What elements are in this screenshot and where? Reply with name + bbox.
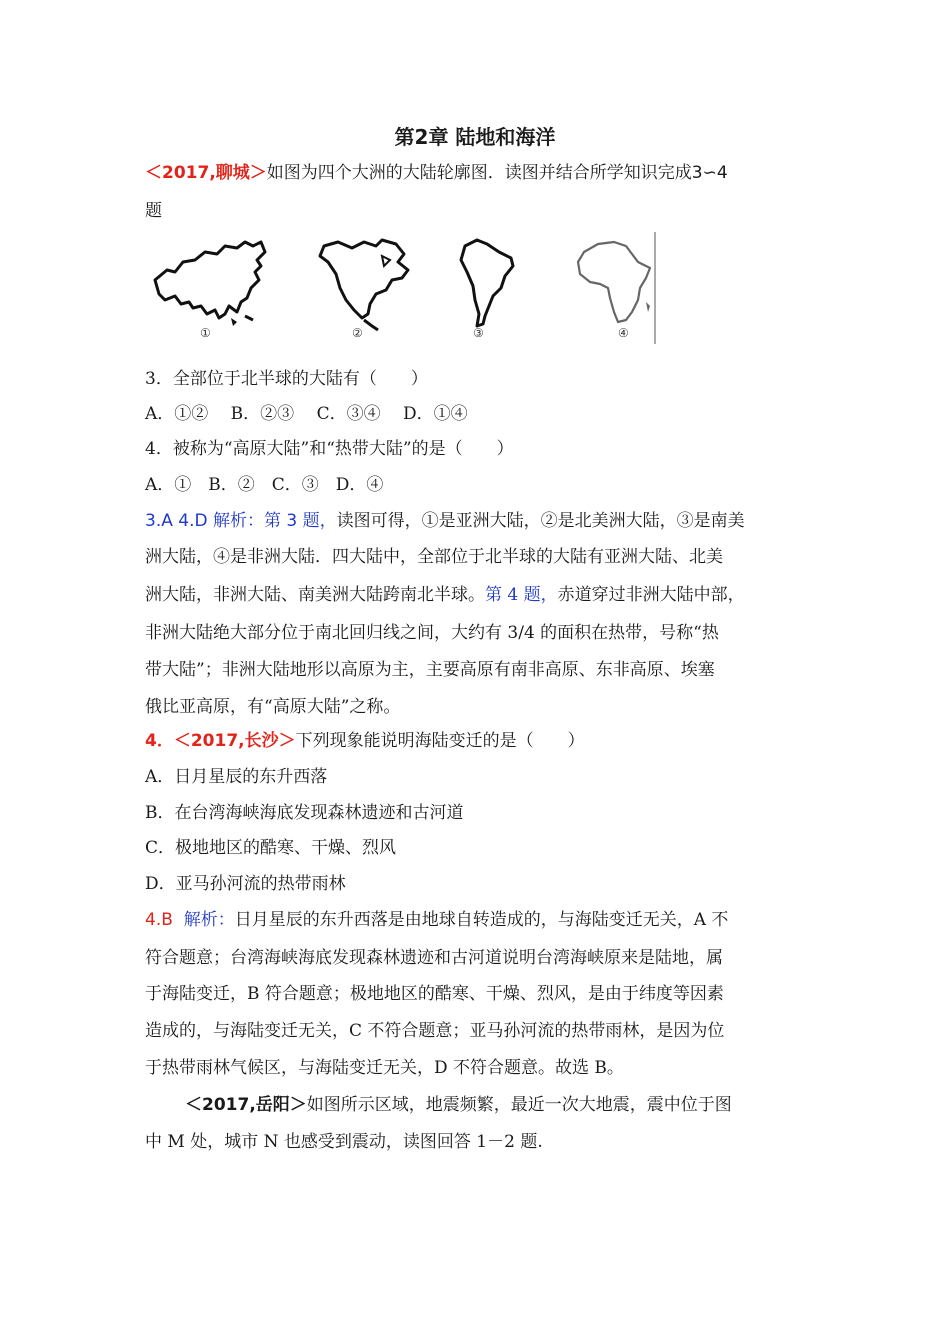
answer-1-line-2: 洲大陆，④是非洲大陆．四大陆中，全部位于北半球的大陆有亚洲大陆、北美	[145, 547, 723, 567]
south-america-outline-image	[455, 232, 520, 344]
africa-outline-image	[570, 232, 660, 344]
answer-1-line-4: 非洲大陆绝大部分位于南北回归线之间，大约有 3/4 的面积在热带，号称“热	[145, 623, 719, 643]
answer-2-line-5: 于热带雨林气候区，与海陆变迁无关，D 不符合题意。故选 B。	[145, 1058, 624, 1078]
answer-2-line-3: 于海陆变迁，B 符合题意；极地地区的酷寒、干燥、烈风，是由于纬度等因素	[145, 984, 724, 1004]
answer-1-line-5: 带大陆”；非洲大陆地形以高原为主，主要高原有南非高原、东非高原、埃塞	[145, 660, 715, 680]
question-3-stem: 3．全部位于北半球的大陆有（ ）	[145, 369, 428, 389]
intro-2-line-2: 中 M 处，城市 N 也感受到震动，读图回答 1－2 题.	[145, 1132, 543, 1152]
question-number: 4．	[145, 731, 174, 751]
source-tag: ＜2017,岳阳＞	[185, 1095, 307, 1115]
question-4-stem: 4．被称为“高原大陆”和“热带大陆”的是（ ）	[145, 439, 514, 459]
answer-1-line-3: 洲大陆，非洲大陆、南美洲大陆跨南北半球。第 4 题，赤道穿过非洲大陆中部，	[145, 585, 745, 605]
option-b: B．在台湾海峡海底发现森林遗迹和古河道	[145, 803, 464, 823]
intro-2-line-1: ＜2017,岳阳＞如图所示区域，地震频繁，最近一次大地震，震中位于图	[185, 1095, 732, 1115]
continent-outlines-figure	[140, 232, 660, 344]
answer-2-line-2: 符合题意；台湾海峡海底发现森林遗迹和古河道说明台湾海峡原来是陆地，属	[145, 948, 723, 968]
page-title: 第2章 陆地和海洋	[394, 125, 556, 149]
question-4b-stem: 4．＜2017,长沙＞下列现象能说明海陆变迁的是（ ）	[145, 731, 585, 751]
analysis-label: 解析：	[183, 910, 235, 930]
option-a: A．日月星辰的东升西落	[145, 767, 328, 787]
source-tag: ＜2017,长沙＞	[173, 731, 296, 751]
option-c: C．极地地区的酷寒、干燥、烈风	[145, 838, 397, 858]
option-d: D．亚马孙河流的热带雨林	[145, 874, 346, 894]
intro-text: 如图为四个大洲的大陆轮廓图．读图并结合所学知识完成	[266, 163, 692, 183]
answer-1-line-1: 3.A 4.D 解析：第 3 题，读图可得，①是亚洲大陆，②是北美洲大陆，③是南美	[145, 511, 745, 531]
figure-label-1: ①	[200, 326, 211, 340]
question-range: 3∽4	[691, 163, 728, 183]
answer-key: 4.B	[145, 910, 173, 930]
answer-key: 3.A 4.D 解析：第 3 题，	[145, 511, 337, 531]
figure-label-3: ③	[473, 326, 484, 340]
figure-label-2: ②	[352, 326, 363, 340]
question-4-options: A．① B．② C．③ D．④	[145, 475, 384, 495]
north-america-outline-image	[312, 232, 417, 344]
answer-2-line-4: 造成的，与海陆变迁无关，C 不符合题意；亚马孙河流的热带雨林，是因为位	[145, 1021, 725, 1041]
answer-2-line-1: 4.B 解析：日月星辰的东升西落是由地球自转造成的，与海陆变迁无关，A 不	[145, 910, 729, 930]
intro-line-2: 题	[145, 201, 162, 221]
figure-label-4: ④	[618, 326, 629, 340]
answer-1-line-6: 俄比亚高原，有“高原大陆”之称。	[145, 697, 401, 717]
source-tag: ＜2017,聊城＞	[145, 163, 267, 183]
intro-line	[145, 155, 825, 191]
question-3-options: A．①② B．②③ C．③④ D．①④	[145, 404, 468, 424]
